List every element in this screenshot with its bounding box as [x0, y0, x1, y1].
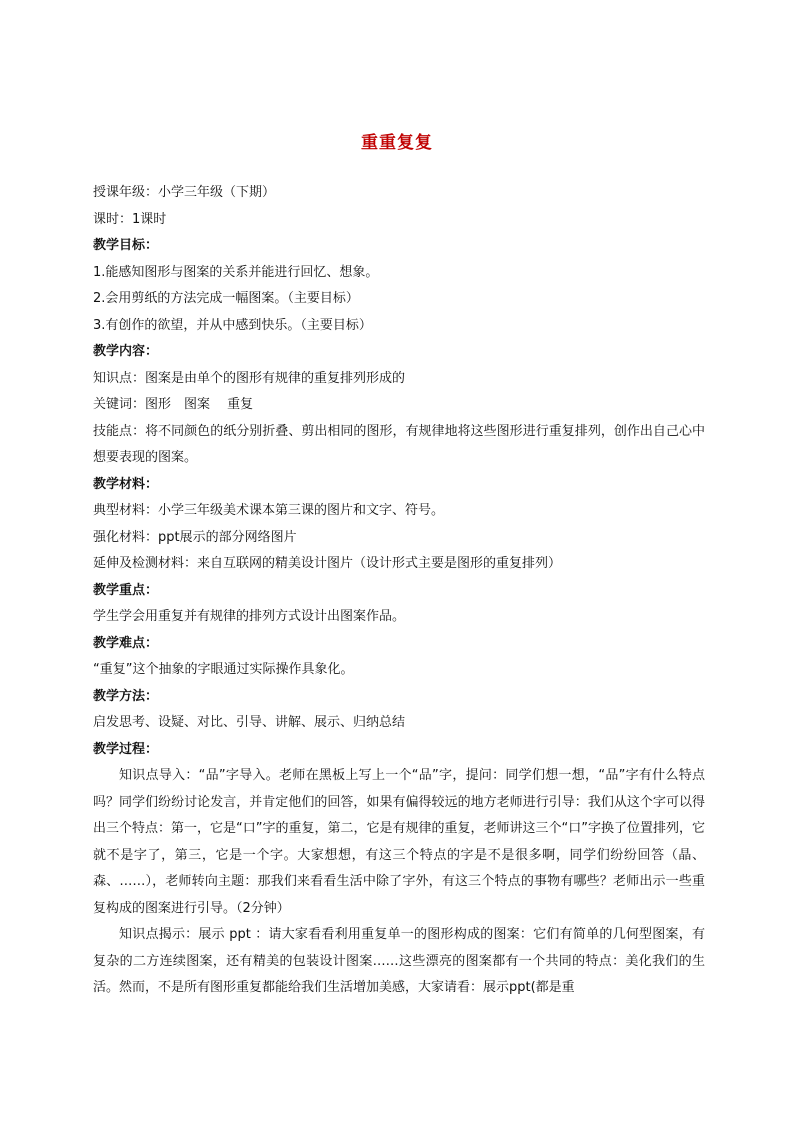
material-item: 典型材料：小学三年级美术课本第三课的图片和文字、符号。 — [93, 503, 445, 518]
material-item: 延伸及检测材料：来自互联网的精美设计图片（设计形式主要是图形的重复排列） — [93, 556, 562, 571]
difficulty-line: “重复”这个抽象的字眼通过实际操作具象化。 — [93, 662, 354, 677]
process-paragraph: 知识点导入：“品”字导入。老师在黑板上写上一个“品”字，提问：同学们想一想，“品”字有什么特点吗？同学们纷纷讨论发言，并肯定他们的回答，如果有偏得较远的地方老师进行引导：我们从这个字可以得出三个特点：第一，它是“口”字的重复，第二，它是有规律的重复，老师讲这三个“口”字换了位置排列，它就不是字了，第三，它是一个字。大家想想，有这三个特点的字是不是很多啊，同学们纷纷回答（晶、森、……），老师转向主题：那我们来看看生活中除了字外，有这三个特点的事物有哪些？老师出示一些重复构成的图案进行引导。（2分钟） — [93, 768, 705, 916]
keywords-line: 关键词：图形 图案 重复 — [93, 397, 254, 412]
methods-line: 启发思考、设疑、对比、引导、讲解、展示、归纳总结 — [93, 715, 406, 730]
key-points-line: 学生学会用重复并有规律的排列方式设计出图案作品。 — [93, 609, 406, 624]
process-heading: 教学过程： — [93, 741, 159, 757]
methods-heading: 教学方法： — [93, 688, 159, 704]
document-title: 重重复复 — [361, 133, 433, 153]
hours-line: 课时：1课时 — [93, 211, 167, 227]
material-item: 强化材料：ppt展示的部分网络图片 — [93, 529, 297, 545]
key-points-heading: 教学重点： — [93, 582, 159, 598]
grade-line: 授课年级：小学三年级（下期） — [93, 185, 276, 200]
knowledge-line: 知识点：图案是由单个的图形有规律的重复排列形成的 — [93, 370, 406, 386]
process-paragraph: 知识点揭示：展示 ppt ：请大家看看利用重复单一的图形构成的图案：它们有简单的几何型图案，有复杂的二方连续图案，还有精美的包装设计图案……这些漂亮的图案都有一个共同的特点：美化我们的生活。然而，不是所有图形重复都能给我们生活增加美感，大家请看：展示ppt(都是重 — [93, 927, 705, 995]
content-heading: 教学内容： — [93, 344, 159, 359]
materials-heading: 教学材料： — [93, 476, 159, 492]
difficulty-heading: 教学难点： — [93, 635, 159, 651]
objectives-heading: 教学目标： — [93, 238, 159, 253]
objective-item: 3.有创作的欲望，并从中感到快乐。（主要目标） — [93, 317, 372, 333]
skills-paragraph: 技能点：将不同颜色的纸分别折叠、剪出相同的图形，有规律地将这些图形进行重复排列，创作出自己心中想要表现的图案。 — [93, 423, 705, 465]
objective-item: 1.能感知图形与图案的关系并能进行回忆、想象。 — [93, 264, 379, 280]
objective-item: 2.会用剪纸的方法完成一幅图案。（主要目标） — [93, 291, 359, 306]
document-body — [93, 180, 705, 1002]
